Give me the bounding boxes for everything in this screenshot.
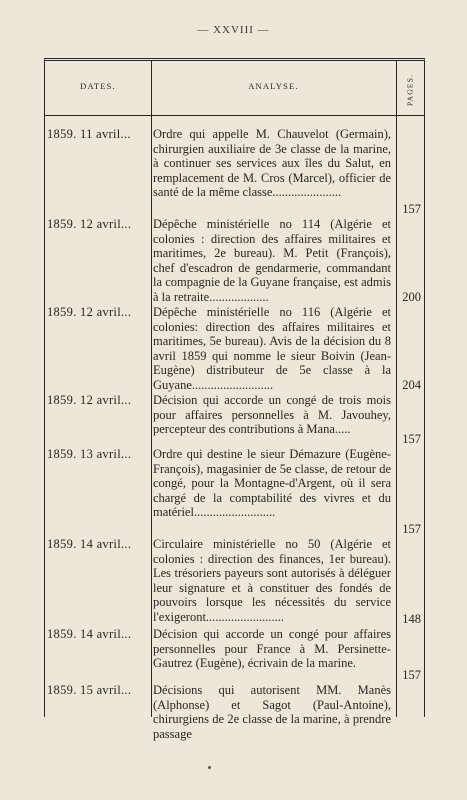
header-analyse: ANALYSE. xyxy=(248,81,299,91)
table-row xyxy=(45,627,424,683)
table-row xyxy=(45,537,424,627)
entry-date: 1859. 11 avril... xyxy=(47,127,131,141)
entry-analysis: Ordre qui appelle M. Chauvelot (Germain), chirurgien auxiliaire de 3e classe de la marine, à continuer ses services aux îles du Salut, en remplacement de M. Cros (Marcel), officier de santé de la même classe...................... xyxy=(153,127,391,200)
entry-page: 157 xyxy=(402,522,421,537)
table-row xyxy=(45,447,424,537)
entry-analysis: Circulaire ministérielle no 50 (Algérie et colonies : direction des finances, 1er bureau). Les trésoriers payeurs sont autorisés à déléguer leur signature et à constituer des fondés de pouvoirs lorsque les nécessités du service l'exigeront......................... xyxy=(153,537,391,624)
entry-page: 157 xyxy=(402,668,421,683)
entry-page: 148 xyxy=(402,612,421,627)
entry-analysis: Décision qui accorde un congé pour affaires personnelles pour France à M. Persinette-Gautrez (Eugène), écrivain de la marine. xyxy=(153,627,391,671)
entry-date: 1859. 12 avril... xyxy=(47,217,132,231)
entry-date: 1859. 14 avril... xyxy=(47,627,132,641)
table-row xyxy=(45,393,424,447)
page-header: — XXVIII — xyxy=(197,24,270,36)
header-dates: DATES. xyxy=(80,81,116,91)
header-rule xyxy=(45,115,424,116)
entry-analysis: Dépêche ministérielle no 116 (Algérie et colonies: direction des affaires militaires et maritimes, 5e bureau). Avis de la décision du 8 avril 1859 qui nomme le sieur Boivin (Jean-Eugène) distributeur de 5e classe à la Guyane.......................... xyxy=(153,305,391,392)
table-row xyxy=(45,217,424,305)
entry-page: 157 xyxy=(402,432,421,447)
entry-date: 1859. 12 avril... xyxy=(47,305,132,319)
table-row xyxy=(45,305,424,393)
table-row xyxy=(45,127,424,217)
entry-date: 1859. 15 avril... xyxy=(47,683,132,697)
entry-page: 157 xyxy=(402,202,421,217)
index-table xyxy=(44,58,425,741)
entry-analysis: Décisions qui autorisent MM. Manès (Alphonse) et Sagot (Paul-Antoine), chirurgiens de 2e classe de la marine, à prendre passage xyxy=(153,683,391,741)
entry-list xyxy=(45,127,424,741)
entry-date: 1859. 13 avril... xyxy=(47,447,132,461)
header-pages: PAGES. xyxy=(405,73,415,107)
entry-page: 200 xyxy=(402,290,421,305)
entry-date: 1859. 12 avril... xyxy=(47,393,132,407)
entry-analysis: Dépêche ministérielle no 114 (Algérie et colonies : direction des affaires militaires et maritimes, 2e bureau). M. Petit (François), chef d'escadron de gendarmerie, commandant la compagnie de la Guyane française, est admis à la retraite................... xyxy=(153,217,391,304)
entry-date: 1859. 14 avril... xyxy=(47,537,132,551)
ink-speck xyxy=(208,766,211,769)
entry-page: 204 xyxy=(402,378,421,393)
table-row xyxy=(45,683,424,741)
entry-analysis: Ordre qui destine le sieur Démazure (Eugène-François), magasinier de 5e classe, de retour de congé, pour la Montagne-d'Argent, où il sera chargé de la comptabilité des vivres et du matériel.......................... xyxy=(153,447,391,520)
entry-analysis: Décision qui accorde un congé de trois mois pour affaires personnelles à M. Javouhey, percepteur des contributions à Mana..... xyxy=(153,393,391,437)
